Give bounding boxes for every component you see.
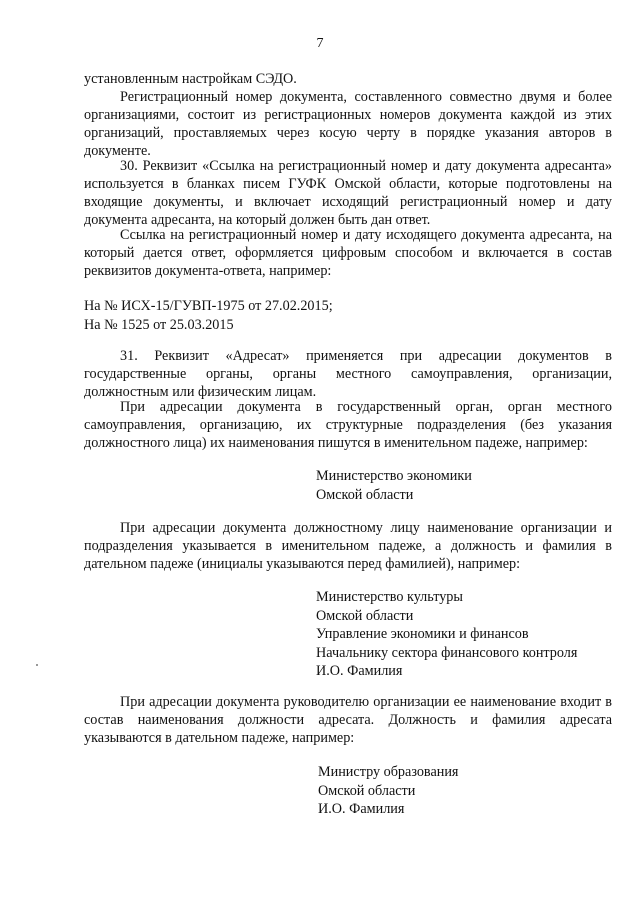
addressee-line: Министерство культуры — [316, 589, 463, 605]
reference-example: На № 1525 от 25.03.2015 — [84, 317, 234, 333]
paragraph-item-30: 30. Реквизит «Ссылка на регистрационный номер и дату документа адресанта» используется в бланках писем ГУФК Омской области, которые подготовлены на входящие документы, и включает исходящий регистрационный номер и дату документа адресанта, на который должен быть дан ответ. — [84, 158, 612, 228]
paragraph-organization-head: При адресации документа руководителю организации ее наименование входит в состав наименования должности адресата. Должность и фамилия адресата указываются в дательном падеже, например: — [84, 694, 612, 746]
addressee-line: Министру образования — [318, 764, 459, 780]
addressee-line: Министерство экономики — [316, 468, 472, 484]
paragraph-continuation: установленным настройкам СЭДО. — [84, 71, 297, 87]
reference-example: На № ИСХ-15/ГУВП-1975 от 27.02.2015; — [84, 298, 333, 314]
paragraph-official: При адресации документа должностному лицу наименование организации и подразделения указывается в именительном падеже, а должность и фамилия в дательном падеже (инициалы указываются перед фамилией), например: — [84, 520, 612, 572]
paragraph-item-31: 31. Реквизит «Адресат» применяется при адресации документов в государственные органы, органы местного самоуправления, организации, должностным или физическим лицам. — [84, 348, 612, 400]
addressee-example-2 — [316, 588, 577, 681]
addressee-example-1 — [316, 467, 472, 504]
page-number: 7 — [316, 36, 324, 51]
scan-speck — [36, 664, 38, 666]
addressee-line: Омской области — [316, 607, 414, 624]
paragraph-reference: Ссылка на регистрационный номер и дату исходящего документа адресанта, на который дается ответ, оформляется цифровым способом и включается в состав реквизитов документа-ответа, например: — [84, 227, 612, 279]
addressee-line: И.О. Фамилия — [316, 663, 403, 679]
addressee-line: Управление экономики и финансов — [316, 626, 529, 642]
addressee-line: Омской области — [318, 782, 416, 799]
addressee-line: Омской области — [316, 486, 414, 503]
addressee-line: И.О. Фамилия — [318, 801, 405, 817]
addressee-example-3 — [318, 763, 458, 819]
reference-examples — [84, 297, 333, 335]
addressee-line: Начальнику сектора финансового контроля — [316, 644, 578, 661]
paragraph-government-body: При адресации документа в государственный орган, орган местного самоуправления, организацию, их структурные подразделения (без указания должностного лица) их наименования пишутся в именительном падеже, например: — [84, 399, 612, 451]
paragraph-registration-number: Регистрационный номер документа, составленного совместно двумя и более организациями, состоит из регистрационных номеров документа каждой из этих организаций, проставляемых через косую черту в порядке указания авторов в документе. — [84, 89, 612, 159]
